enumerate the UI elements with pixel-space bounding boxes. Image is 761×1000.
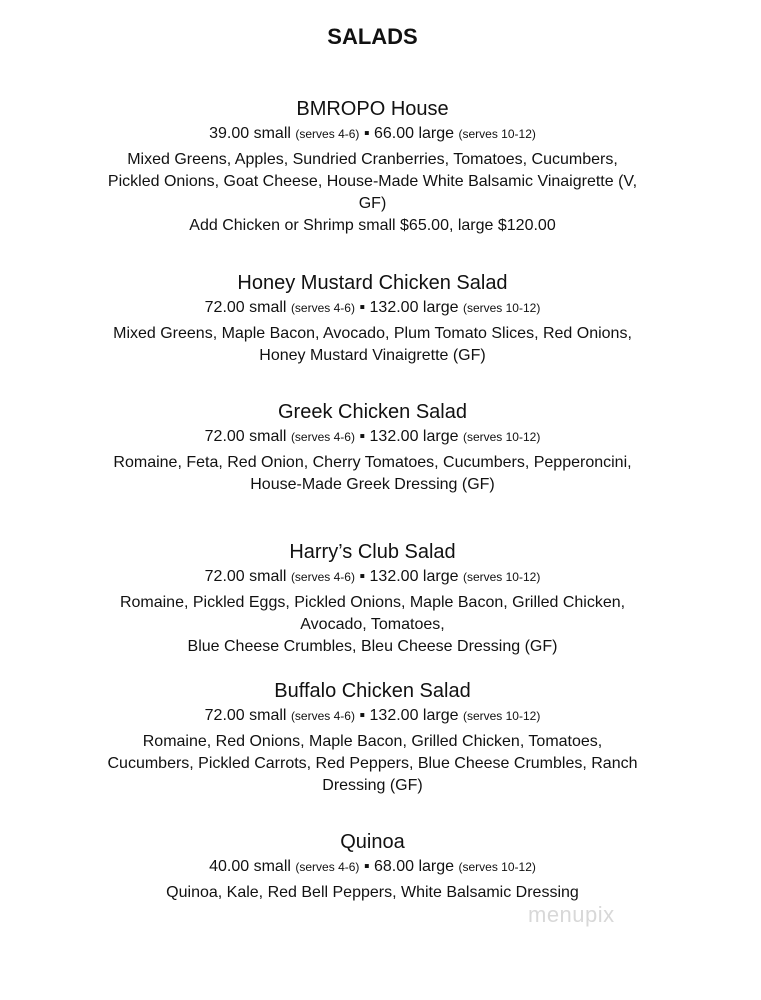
- serves-large: (serves 10-12): [458, 860, 536, 874]
- item-description: [0, 882, 745, 904]
- price-large: 132.00 large: [369, 568, 459, 585]
- item-name: BMROPO House: [296, 98, 449, 120]
- serves-small: (serves 4-6): [290, 301, 355, 315]
- serves-small: (serves 4-6): [290, 430, 355, 444]
- item-price: [0, 426, 745, 448]
- description-line: Romaine, Red Onions, Maple Bacon, Grilled Chicken, Tomatoes,: [142, 733, 603, 750]
- item-price: [0, 297, 745, 319]
- serves-small: (serves 4-6): [290, 709, 355, 723]
- price-large: 132.00 large: [369, 428, 459, 445]
- item-description: [0, 731, 745, 797]
- description-line: Mixed Greens, Maple Bacon, Avocado, Plum Tomato Slices, Red Onions,: [113, 325, 632, 342]
- serves-large: (serves 10-12): [462, 709, 541, 723]
- item-name: Greek Chicken Salad: [278, 401, 467, 423]
- serves-large: (serves 10-12): [462, 430, 541, 444]
- item-price: [0, 123, 745, 145]
- menu-item: [0, 97, 745, 237]
- serves-small: (serves 4-6): [295, 127, 360, 141]
- price-separator: ▪: [359, 428, 366, 445]
- description-line: Pickled Onions, Goat Cheese, House-Made White Balsamic Vinaigrette (V,: [107, 173, 638, 190]
- item-description: [0, 452, 745, 496]
- menu-item: [0, 830, 745, 904]
- price-large: 132.00 large: [369, 299, 459, 316]
- item-description: [0, 592, 745, 658]
- price-small: 40.00 small: [209, 858, 291, 875]
- description-line: Honey Mustard Vinaigrette (GF): [259, 347, 486, 364]
- description-line: GF): [358, 195, 387, 212]
- item-name: Quinoa: [340, 831, 405, 853]
- price-separator: ▪: [363, 125, 370, 142]
- serves-small: (serves 4-6): [295, 860, 360, 874]
- price-separator: ▪: [359, 299, 366, 316]
- price-small: 72.00 small: [204, 428, 287, 445]
- description-line: Mixed Greens, Apples, Sundried Cranberries, Tomatoes, Cucumbers,: [127, 151, 618, 168]
- description-line: Avocado, Tomatoes,: [300, 616, 445, 633]
- description-line: Add Chicken or Shrimp small $65.00, large $120.00: [189, 217, 556, 234]
- price-separator: ▪: [359, 707, 366, 724]
- description-line: Romaine, Pickled Eggs, Pickled Onions, Maple Bacon, Grilled Chicken,: [119, 594, 626, 611]
- item-price: [0, 856, 745, 878]
- menu-item: [0, 540, 745, 658]
- price-small: 72.00 small: [204, 299, 287, 316]
- price-small: 39.00 small: [209, 125, 291, 142]
- price-small: 72.00 small: [204, 707, 287, 724]
- price-large: 68.00 large: [373, 858, 455, 875]
- menu-item: [0, 271, 745, 367]
- description-line: Quinoa, Kale, Red Bell Peppers, White Balsamic Dressing: [166, 884, 579, 901]
- description-line: House-Made Greek Dressing (GF): [250, 476, 495, 493]
- serves-large: (serves 10-12): [462, 301, 541, 315]
- menu-item: [0, 679, 745, 797]
- description-line: Dressing (GF): [322, 777, 423, 794]
- price-separator: ▪: [359, 568, 366, 585]
- page-title: SALADS: [327, 24, 418, 49]
- item-name: Buffalo Chicken Salad: [274, 680, 471, 702]
- item-price: [0, 566, 745, 588]
- serves-large: (serves 10-12): [458, 127, 536, 141]
- price-small: 72.00 small: [204, 568, 287, 585]
- item-name: Harry’s Club Salad: [289, 541, 456, 563]
- serves-large: (serves 10-12): [462, 570, 541, 584]
- price-separator: ▪: [363, 858, 370, 875]
- price-large: 132.00 large: [369, 707, 459, 724]
- description-line: Romaine, Feta, Red Onion, Cherry Tomatoes, Cucumbers, Pepperoncini,: [113, 454, 632, 471]
- item-price: [0, 705, 745, 727]
- menu-item: [0, 400, 745, 496]
- description-line: Blue Cheese Crumbles, Bleu Cheese Dressing (GF): [187, 638, 558, 655]
- item-description: [0, 323, 745, 367]
- description-line: Cucumbers, Pickled Carrots, Red Peppers, Blue Cheese Crumbles, Ranch: [107, 755, 638, 772]
- item-description: [0, 149, 745, 237]
- serves-small: (serves 4-6): [290, 570, 355, 584]
- item-name: Honey Mustard Chicken Salad: [237, 272, 508, 294]
- price-large: 66.00 large: [373, 125, 455, 142]
- watermark: menupix: [528, 902, 615, 927]
